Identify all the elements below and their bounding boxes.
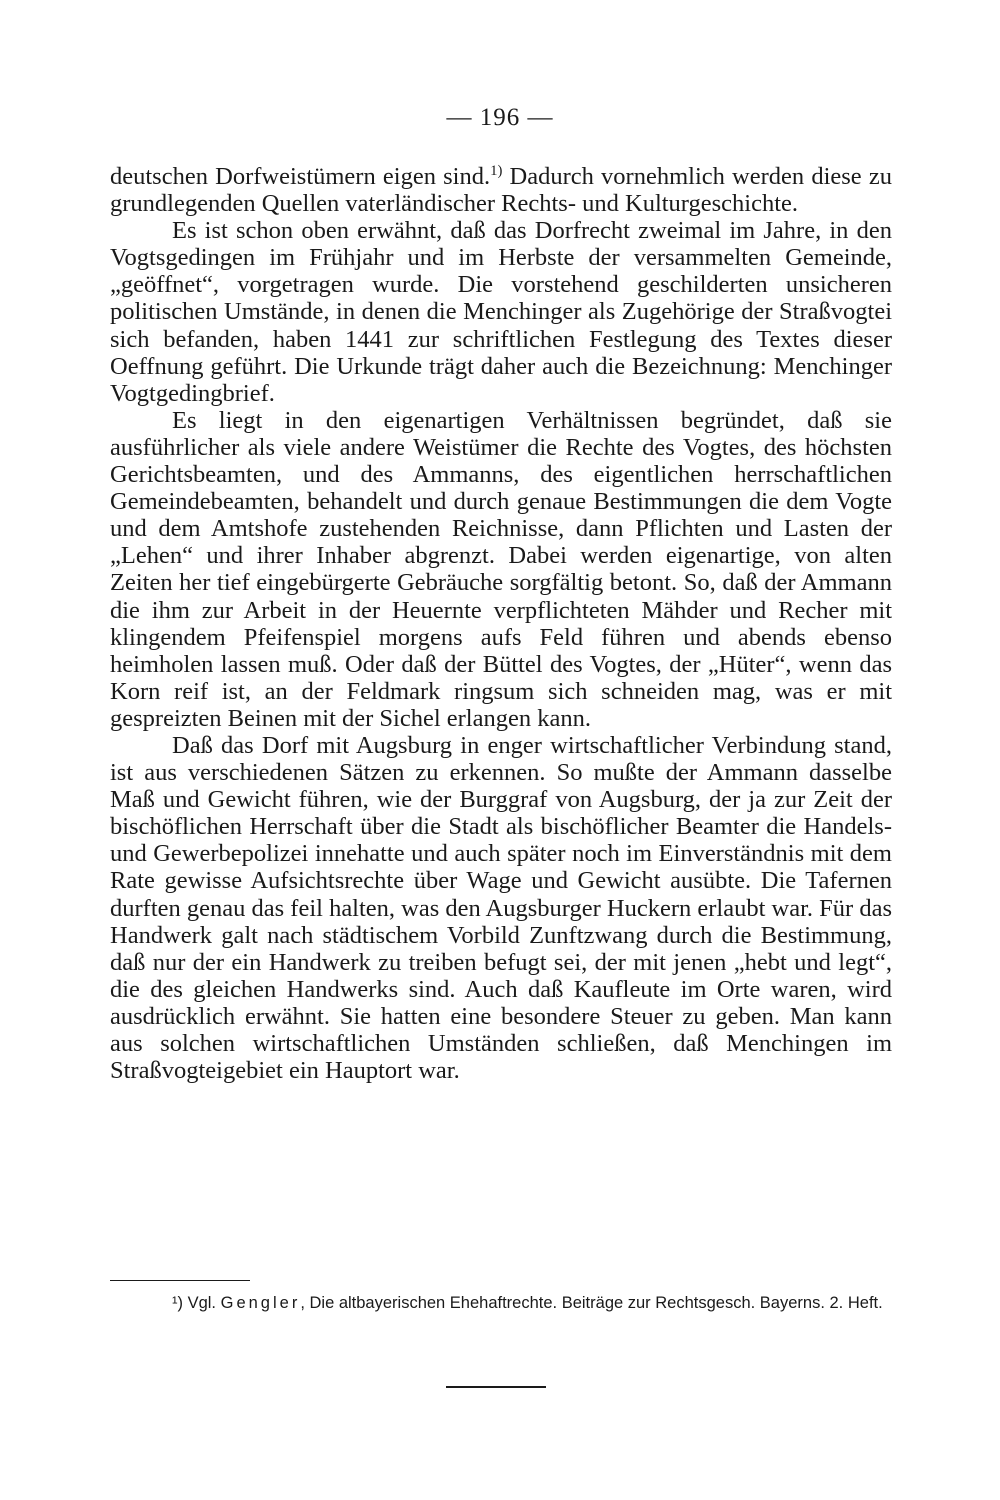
paragraph-3: Es liegt in den eigenartigen Verhältnissen begründet, daß sie ausführlicher als viele andere Weistümer die Rechte des Vogtes, des höchsten Gerichtsbeamten, und des Ammanns, des eigentlichen herrschaftlichen Gemeindebeamten, behandelt und durch genaue Bestimmungen die dem Vogte und dem Amtshofe zustehenden Reichnisse, dann Pflichten und Lasten der „Lehen“ und ihrer Inhaber abgrenzt. Dabei werden eigenartige, von alten Zeiten her tief eingebürgerte Gebräuche sorgfältig betont. So, daß der Ammann die ihm zur Arbeit in der Heuernte verpflichteten Mähder und Recher mit klingendem Pfeifenspiel morgens aufs Feld führen und abends ebenso heimholen lassen muß. Oder daß der Büttel des Vogtes, der „Hüter“, wenn das Korn reif ist, an der Feldmark ringsum sich schneiden mag, was er mit gespreizten Beinen mit der Sichel erlangen kann.	[110, 406, 892, 732]
footnote-reference: 1)	[490, 162, 503, 179]
footnote-1	[110, 1292, 892, 1315]
paragraph-4: Daß das Dorf mit Augsburg in enger wirtschaftlicher Verbindung stand, ist aus verschiedenen Sätzen zu erkennen. So mußte der Ammann dasselbe Maß und Gewicht führen, wie der Burggraf von Augsburg, der ja zur Zeit der bischöflichen Herrschaft über die Stadt als bischöflicher Beamter die Handels- und Gewerbepolizei innehatte und auch später noch im Einverständnis mit dem Rate gewisse Aufsichtsrechte über Wage und Gewicht ausübte. Die Tafernen durften genau das feil halten, was den Augsburger Huckern erlaubt war. Für das Handwerk galt nach städtischem Vorbild Zunftzwang durch die Bestimmung, daß nur der ein Handwerk zu treiben befugt sei, der mit jenen „hebt und legt“, die des gleichen Handwerks sind. Auch daß Kaufleute im Orte waren, wird ausdrücklich erwähnt. Sie hatten eine besondere Steuer zu geben. Man kann aus solchen wirtschaftlichen Umständen schließen, daß Menchingen im Straßvogteigebiet ein Hauptort war.	[110, 731, 892, 1085]
paragraph-1-start: deutschen Dorfweistümern eigen sind.	[110, 163, 491, 190]
footnote-marker: ¹)	[172, 1294, 183, 1312]
footnote-prefix: Vgl.	[183, 1294, 221, 1312]
paragraph-1	[110, 163, 892, 217]
footnote-author: Gengler	[220, 1294, 301, 1312]
paragraph-1-end: Dadurch vornehmlich werden diese zu grundlegenden Quellen vaterländischer Rechts- und Kulturgeschichte.	[110, 163, 892, 218]
body-text	[110, 163, 892, 1084]
end-divider	[446, 1386, 546, 1388]
footnotes	[110, 1292, 892, 1315]
footnote-citation: , Die altbayerischen Ehehaftrechte. Beiträge zur Rechtsgesch. Bayerns. 2. Heft.	[300, 1294, 883, 1312]
footnote-divider	[110, 1280, 250, 1281]
page-number: — 196 —	[446, 104, 554, 131]
paragraph-2: Es ist schon oben erwähnt, daß das Dorfrecht zweimal im Jahre, in den Vogtsgedingen im Frühjahr und im Herbste der versammelten Gemeinde, „geöffnet“, vorgetragen wurde. Die vorstehend geschilderten unsicheren politischen Umstände, in denen die Menchinger als Zugehörige der Straßvogtei sich befanden, haben 1441 zur schriftlichen Festlegung des Textes dieser Oeffnung geführt. Die Urkunde trägt daher auch die Bezeichnung: Menchinger Vogtgedingbrief.	[110, 217, 892, 407]
